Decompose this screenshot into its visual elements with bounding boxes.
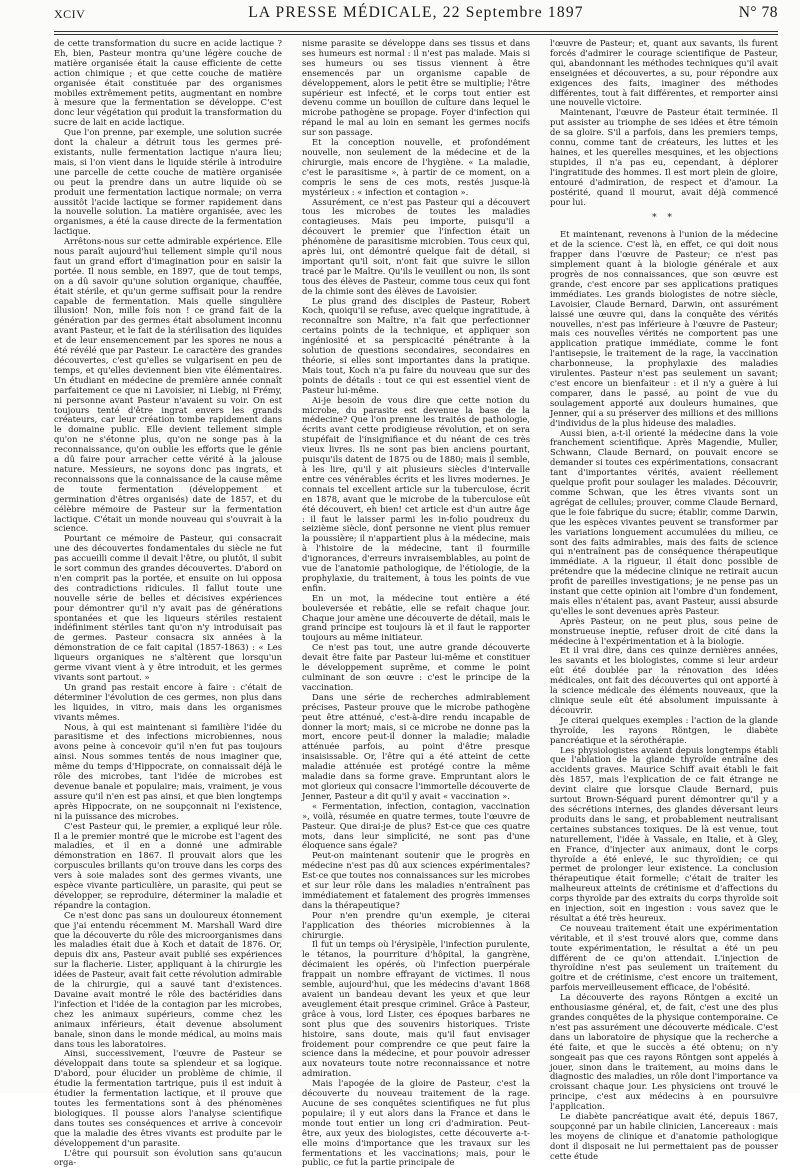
paragraph: Un grand pas restait encore à faire : c'était de déterminer l'évolution de ces germes, non plus dans les liquides, in vitro, mais dans les organismes vivants mêmes.	[54, 683, 282, 723]
paragraph: Pour n'en prendre qu'un exemple, je citerai l'application des théories microbiennes à la chirurgie.	[302, 911, 530, 941]
paragraph: de cette transformation du sucre en acide lactique ? Eh, bien, Pasteur montra qu'une légère couche de matière organisée était la cause efficiente de cette action chimique ; et que cette couche de matière organisée était constituée par des organismes mobiles extrêmement petits, augmentant en nombre à mesure que la fermentation se développe. C'est donc leur végétation qui produit la transformation du sucre de lait en acide lactique.	[54, 39, 282, 128]
page-number: XCIV	[54, 7, 85, 22]
paragraph: Il fut un temps où l'érysipèle, l'infection purulente, le tétanos, la pourriture d'hôpital, la gangrène, décimaient les opérés, où l'infection puerpérale frappait un nombre effrayant de victimes. Il nous semble, aujourd'hui, que les médecins d'avant 1868 avaient un bandeau devant les yeux et que leur aveuglement était presque criminel. Grâce à Pasteur, grâce à vous, lord Lister, ces époques barbares ne sont plus que des souvenirs historiques. Triste histoire, sans doute, mais qu'il faut envisager froidement pour comprendre ce que peut faire la science dans la médecine, et pour pouvoir adresser aux novateurs toute notre reconnaissance et notre admiration.	[302, 940, 530, 1079]
paragraph: Peut-on maintenant soutenir que le progrès en médecine n'est pas dû aux sciences expérimentales? Est-ce que toutes nos connaissances sur les microbes et sur leur rôle dans les maladies n'entraînent pas immédiatement et fatalement des progrès immenses dans la thérapeutique?	[302, 851, 530, 910]
paragraph: « Fermentation, infection, contagion, vaccination », voilà, résumée en quatre termes, toute l'œuvre de Pasteur. Que dirai-je de plus? Est-ce que ces quatre mots, dans leur simplicité, ne sont pas d'une éloquence sans égale?	[302, 802, 530, 852]
paragraph: C'est Pasteur qui, le premier, a expliqué leur rôle. Il a le premier montré que le microbe est l'agent des maladies, et il en a donné une admirable démonstration en 1867. Il prouvait alors que les corpuscules brillants qu'on trouve dans les corps des vers à soie malades sont des germes vivants, une espèce vivante particulière, un parasite, qui peut se développer, se reproduire, déterminer la maladie et répandre la contagion.	[54, 822, 282, 911]
page-header	[54, 2, 778, 30]
journal-title: LA PRESSE MÉDICALE, 22 Septembre 1897	[54, 4, 778, 22]
paragraph: Ainsi, successivement, l'œuvre de Pasteur se développait dans toute sa splendeur et sa logique. D'abord, pour élucider un problème de chimie, il étudie la fermentation tartrique, puis il est induit à étudier la fermentation lactique, et il prouve que toutes les fermentations sont à des phénomènes biologiques. Il pousse alors l'analyse scientifique dans toutes ses conséquences et arrive à concevoir que la maladie des êtres vivants est produite par le développement d'un parasite.	[54, 1049, 282, 1148]
paragraph: L'être qui poursuit son évolution sans qu'aucun orga-	[54, 1149, 282, 1168]
text-column-3	[550, 39, 778, 1087]
paragraph: Mais l'apogée de la gloire de Pasteur, c'est la découverte du nouveau traitement de la rage. Aucune de ses conquêtes scientifiques ne fut plus populaire; il y eut alors dans la France et dans le monde tout entier un long cri d'admiration. Peut-être, aux yeux des biologistes, cette découverte a-t-elle moins d'importance que les travaux sur les fermentations et les vaccinations; mais, pour le public, ce fut la partie principale de	[302, 1079, 530, 1168]
paragraph: Arrêtons-nous sur cette admirable expérience. Elle nous paraît aujourd'hui tellement simple qu'il nous faut un grand effort d'imagination pour en saisir la portée. Il nous semble, en 1897, que de tout temps, on a dû savoir qu'une solution organique, chauffée, était stérile, et qu'un germe suffisait pour la rendre capable de fermentation. Mais quelle singulière illusion! Non, mille fois non ! ce grand fait de la génération par des germes était absolument inconnu avant Pasteur, et le fait de la stérilisation des liquides et de leur ensemencement par les spores ne nous a été révélé que par Pasteur. Le caractère des grandes découvertes, c'est qu'elles se vulgarisent en peu de temps, et qu'elles deviennent bien vite élémentaires. Un étudiant en médecine de première année connaît parfaitement ce que ni Lavoisier, ni Liebig, ni Frémy, ni personne avant Pasteur n'avaient su voir. On est toujours tenté d'être ingrat envers les grands créateurs, car leur création tombe rapidement dans le domaine public. Elle devient tellement simple qu'on ne s'étonne plus, qu'on ne songe pas à la reconnaissance, qu'on oublie les efforts que le génie a dû faire pour arracher cette vérité à la jalouse nature. Messieurs, ne soyons donc pas ingrats, et reconnaissons que la connaissance de la cause même de toute fermentation (développement et germination d'êtres organisés) date de 1857, et du célèbre mémoire de Pasteur sur la fermentation lactique. C'était un monde nouveau qui s'ouvrait à la science.	[54, 237, 282, 534]
article-body	[54, 39, 778, 1087]
paragraph: Aussi bien, a-t-il orienté la médecine dans la voie franchement scientifique. Après Magendie, Muller, Schwann, Claude Bernard, on pouvait encore se demander si toutes ces expérimentations, consacrant tant d'importantes vérités, avaient réellement quelque profit pour soulager les malades. Découvrir, comme Schwan, que les êtres vivants sont un agrégat de cellules; prouver, comme Claude Bernard, que le foie fabrique du sucre; établir, comme Darwin, que les espèces vivantes peuvent se transformer par les variations longuement accumulées du milieu, ce sont des faits admirables, mais des faits de science qui n'entraînent pas de conséquence thérapeutique immédiate. A la rigueur, il était donc possible de prétendre que la médecine clinique ne retirait aucun profit de pareilles investigations; je ne pense pas un instant que cette opinion ait l'ombre d'un fondement, mais elles n'étaient pas, avant Pasteur, aussi absurde qu'elles le sont devenues après Pasteur.	[550, 429, 778, 617]
paragraph: Ce n'est pas tout, une autre grande découverte devait être faite par Pasteur lui-même et constituer le développement suprême, et comme le point culminant de son œuvre : c'est le principe de la vaccination.	[302, 643, 530, 693]
paragraph: Assurément, ce n'est pas Pasteur qui a découvert tous les microbes de toutes les maladies contagieuses. Mais peu importe, puisqu'il a découvert le premier que l'infection était un phénomène de parasitisme microbien. Tous ceux qui, après lui, ont démontré quelque fait de détail, si important qu'il soit, n'ont fait que suivre le sillon tracé par le Maître. Qu'ils le veuillent ou non, ils sont tous des élèves de Pasteur, comme tous ceux qui font de la chimie sont des élèves de Lavoisier.	[302, 198, 530, 297]
text-column-2	[302, 39, 530, 1087]
section-separator: * *	[550, 213, 778, 223]
paragraph: l'œuvre de Pasteur; et, quant aux savants, ils furent forcés d'admirer le courage scientifique de Pasteur, qui, abandonnant les méthodes techniques qu'il avait enseignées et découvertes, a su, pour répondre aux exigences des faits, imaginer des méthodes différentes, tout à fait différentes, et remporter ainsi une nouvelle victoire.	[550, 39, 778, 108]
text-column-1	[54, 39, 282, 1087]
header-rule-thin	[54, 34, 778, 35]
paragraph: Et maintenant, revenons à l'union de la médecine et de la science. C'est là, en effet, ce qui doit nous frapper dans l'œuvre de Pasteur; ce n'est pas simplement quant à la biologie générale et aux progrès de nos connaissances, que son œuvre est grande, c'est encore par ses applications pratiques immédiates. Les grands biologistes de notre siècle, Lavoisier, Claude Bernard, Darwin, ont assurément laissé une œuvre qui, dans la conquête des vérités nouvelles, n'est pas inférieure à l'œuvre de Pasteur; mais ces nouvelles vérités ne comportent pas une application pratique immédiate, comme le font l'antisepsie, le traitement de la rage, la vaccination charbonneuse, la prophylaxie des maladies virulentes. Pasteur n'est pas seulement un savant; c'est encore un bienfaiteur : et il n'y a guère à lui comparer, dans le passé, au point de vue du soulagement apporté aux douleurs humaines, que Jenner, qui a su préserver des millions et des millions d'individus de la plus hideuse des maladies.	[550, 230, 778, 428]
paragraph: Après Pasteur, on ne peut plus, sous peine de monstrueuse ineptie, refuser droit de cité dans la médecine à l'expérimentation et à la biologie.	[550, 617, 778, 647]
paragraph: Je citerai quelques exemples : l'action de la glande thyroïde, les rayons Röntgen, le diabète pancréatique et la sérothérapie.	[550, 716, 778, 746]
paragraph: Et la conception nouvelle, et profondément nouvelle, non seulement de la médecine et de la chirurgie, mais encore de l'hygiène. « La maladie, c'est le parasitisme », à partir de ce moment, on a compris le sens de ces mots, restés jusque-là mystérieux : « infection et contagion ».	[302, 138, 530, 197]
header-rule	[54, 31, 778, 32]
issue-number: N° 78	[739, 4, 778, 22]
paragraph: Maintenant, l'œuvre de Pasteur était terminée. Il put assister au triomphe de ses idées et être témoin de sa gloire. S'il a parfois, dans les premiers temps, connu, comme tant de créateurs, les luttes et les haines, et les querelles mesquines, et les objections stupides, il n'a pas eu, cependant, à déplorer l'ingratitude des hommes. Il est mort plein de gloire, entouré d'admiration, de respect et d'amour. La postérité, quand il mourut, avait déjà commencé pour lui.	[550, 108, 778, 207]
paragraph: La découverte des rayons Röntgen a excité un enthousiasme général, et, de fait, c'est une des plus grandes conquêtes de la physique contemporaine. Ce n'est pas assurément une découverte médicale. C'est dans un laboratoire de physique que la recherche a été faite, et que le succès a été obtenu; on n'y songeait pas que ces rayons Röntgen sont appelés à jouer, sinon dans le traitement, au moins dans le diagnostic des maladies, un rôle dont l'importance va croissant chaque jour. Les physiciens ont trouvé le principe, c'est aux médecins à en poursuivre l'application.	[550, 993, 778, 1112]
paragraph: Ai-je besoin de vous dire que cette notion du microbe, du parasite est devenue la base de la médecine? Que l'on prenne les traités de pathologie, écrits avant cette prodigieuse révolution, et on sera stupéfait de l'insignifiance et du néant de ces très vieux livres. Ils ne sont pas bien anciens pourtant, puisqu'ils datent de 1875 ou de 1880; mais il semble, à les lire, qu'il y ait plusieurs siècles d'intervalle entre ces vénérables écrits et les livres modernes. Je connais tel excellent article sur la tuberculose, écrit en 1878, avant que le microbe de la tuberculose eût été découvert, eh bien! cet article est d'un autre âge : il faut le laisser parmi les in-folio poudreux du seizième siècle, dont personne ne vient plus remuer la poussière; il n'appartient plus à la médecine, mais à l'histoire de la médecine, tant il fourmille d'ignorances, d'erreurs invraisemblables, au point de vue de l'anatomie pathologique, de l'étiologie, de la prophylaxie, du traitement, à tous les points de vue enfin.	[302, 396, 530, 594]
paragraph: Ce n'est donc pas sans un douloureux étonnement que j'ai entendu récemment M. Marshall Ward dire que la découverte du rôle des microorganismes dans les maladies était due à Koch et datait de 1876. Or, depuis dix ans, Pasteur avait publié ses expériences sur la flacherie. Lister, appliquant à la chirurgie les idées de Pasteur, avait fait cette révolution admirable de la chirurgie, qui a sauvé tant d'existences. Davaine avait montré le rôle des bactéridies dans l'infection et l'idée de la contagion par les microbes, chez les animaux supérieurs, comme chez les animaux inférieurs, était devenue absolument banale, sinon dans le monde médical, au moins mais dans tous les laboratoires.	[54, 911, 282, 1050]
paragraph: En un mot, la médecine tout entière a été bouleversée et rebâtie, elle se refait chaque jour. Chaque jour amène une découverte de détail, mais le grand principe est toujours là et il faut le rapporter toujours au même initiateur.	[302, 594, 530, 644]
paragraph: Dans une série de recherches admirablement précises, Pasteur prouve que le microbe pathogène peut être atténué, c'est-à-dire rendu incapable de donner la mort; mais, si ce microbe ne donne pas la mort, encore peut-il donner la maladie; maladie atténuée parfois, au point d'être presque insaisissable. Or, l'être qui a été atteint de cette maladie atténuée est protégé contre la même maladie dans sa forme grave. Empruntant alors le mot glorieux qui consacre l'immortelle découverte de Jenner, Pasteur a dit qu'il y avait « vaccination ».	[302, 693, 530, 802]
paragraph: Le diabète pancréatique avait été, depuis 1867, soupçonné par un habile clinicien, Lancereaux : mais les moyens de clinique et d'anatomie pathologique dont il disposait ne lui permettaient pas de pousser cette étude	[550, 1112, 778, 1162]
paragraph: Pourtant ce mémoire de Pasteur, qui consacrait une des découvertes fondamentales du siècle ne fut pas accueilli comme il devait l'être, ou plutôt, il subit le sort commun des grandes découvertes. D'abord on n'en comprit pas la portée, et ensuite on lui opposa des contradictions ridicules. Il fallut toute une nouvelle série de belles et décisives expériences pour démontrer qu'il n'y avait pas de générations spontanées et que les liqueurs stériles restaient indéfiniment stériles tant qu'on n'y introduisait pas de germes. Pasteur consacra six années à la démonstration de ce fait capital (1857-1863) : « Les liqueurs organiques ne s'altèrent que lorsqu'un germe vivant vient à y être introduit, et les germes vivants sont partout. »	[54, 534, 282, 683]
paragraph: nisme parasite se développe dans ses tissus et dans ses humeurs est normal : il n'est pas malade. Mais si ses humeurs ou ses tissus viennent à être ensemencés par un organisme capable de développement, alors le petit être se multiplie; l'être supérieur est infecté, et le corps tout entier est devenu comme un bouillon de culture dans lequel le microbe pathogène se propage. Foyer d'infection qui répand le mal au loin en semant les germes nocifs sur son passage.	[302, 39, 530, 138]
paragraph: Ce nouveau traitement était une expérimentation véritable, et il s'est trouvé alors que, comme dans toute expérimentation, le résultat a été un peu différent de ce qu'on attendait. L'injection de thyroïdine n'est pas seulement un traitement du goitre et de crétinisme, c'est encore un traitement, parfois merveilleusement efficace, de l'obésité.	[550, 924, 778, 993]
paragraph: Les physiologistes avaient depuis longtemps établi que l'ablation de la glande thyroïde entraîne des accidents graves. Maurice Schiff avait établi le fait dès 1857, mais l'explication de ce fait étrange ne devint claire que lorsque Claude Bernard, puis surtout Brown-Séquard purent démontrer qu'il y a des sécrétions internes, des glandes déversant leurs produits dans le sang, et probablement neutralisant certaines substances toxiques. De là est venue, tout naturellement, l'idée à Vassale, en Italie, et à Gley, en France, d'injecter aux animaux, dont le corps thyroïde a été enlevé, le suc thyroïdien; ce qui permet de prolonger leur existence. La conclusion thérapeutique était formelle; c'était de traiter les malheureux atteints de crétinisme et d'affections du corps thyroïde par des extraits du corps thyroïde soit en injection, soit en ingestion : vous savez que le résultat a été très heureux.	[550, 746, 778, 924]
paragraph: Nous, à qui est maintenant si familière l'idée du parasitisme et des infections microbiennes, nous avons peine à concevoir qu'il n'en fut pas toujours ainsi. Nous sommes tentés de nous imaginer que, même du temps d'Hippocrate, on connaissait déjà le rôle des microbes, tant l'idée de microbes est devenue banale et populaire; mais, vraiment, je vous assure qu'il n'en est pas ainsi, et que bien longtemps après Hippocrate, on ne soupçonnait ni l'existence, ni la puissance des microbes.	[54, 723, 282, 822]
paragraph: Et il vrai dire, dans ces quinze dernières années, les savants et les biologistes, comme si leur ardeur eût été doublée par la rénovation des idées médicales, ont fait des découvertes qui ont apporté à la science médicale des éléments nouveaux, que la clinique seule eût été absolument impuissante à découvrir.	[550, 646, 778, 715]
paragraph: Le plus grand des disciples de Pasteur, Robert Koch, quoiqu'il se refuse, avec quelque ingratitude, à reconnaître son Maître, n'a fait que perfectionner certains points de la technique, et appliquer son ingéniosité et sa perspicacité pénétrante à la solution de questions secondaires, secondaires en théorie, si elles sont importantes dans la pratique. Mais tout, Koch n'a pu faire du nouveau que sur des points de détails : tout ce qui est essentiel vient de Pasteur lui-même.	[302, 297, 530, 396]
paragraph: Que l'on prenne, par exemple, une solution sucrée dont la chaleur a détruit tous les germes pré-existants, nulle fermentation lactique n'aura lieu; mais, si l'on vient dans le liquide stérile à introduire une parcelle de cette couche de matière organisée ou peut la prendre dans un autre liquide où se produit une fermentation lactique normale; on verra aussitôt l'acide lactique se former rapidement dans la nouvelle solution. La matière organisée, avec les organismes, a été la cause directe de la fermentation lactique.	[54, 128, 282, 237]
